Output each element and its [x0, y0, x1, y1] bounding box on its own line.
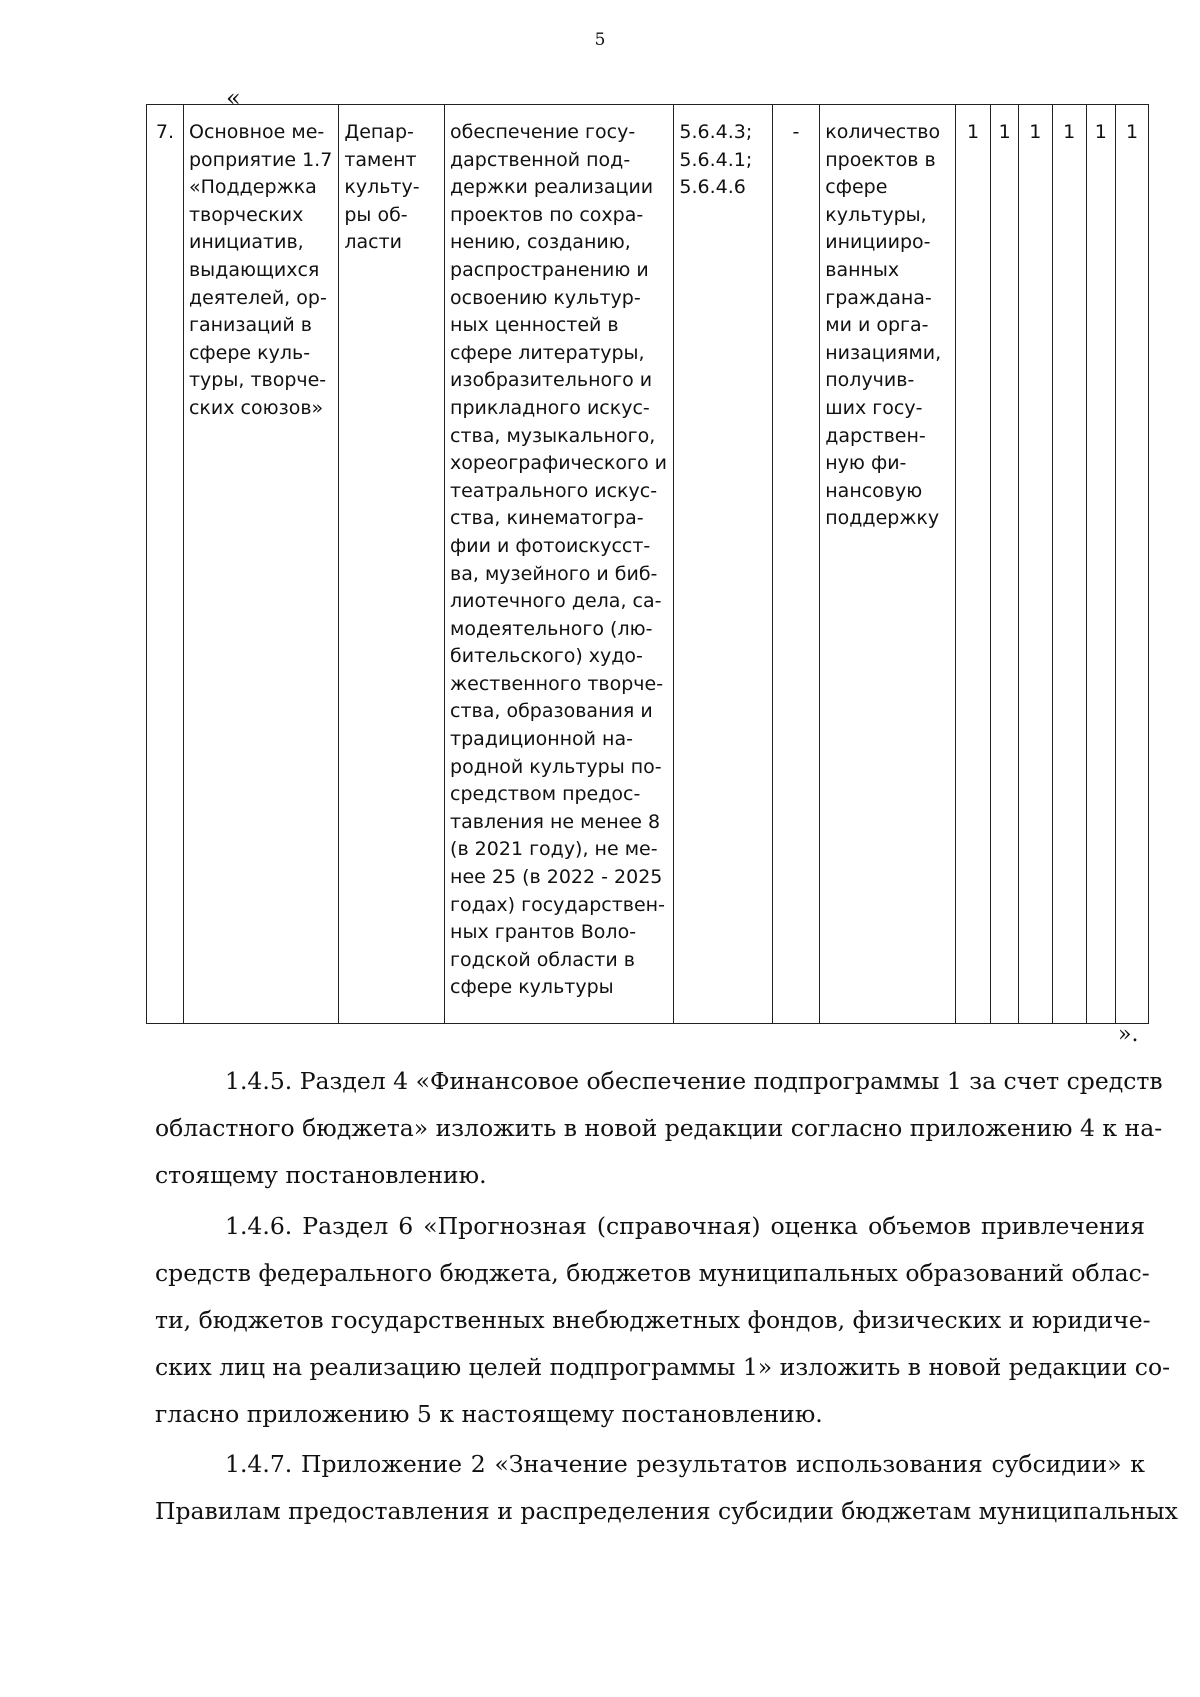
paragraph-line: средств федерального бюджета, бюджетов муниципальных образований облас-	[155, 1259, 1150, 1287]
cell-line: родной культуры по-	[450, 755, 662, 778]
cell-line: сфере куль-	[188, 341, 311, 364]
cell-line: ства, кинематогра-	[450, 507, 644, 530]
paragraph-1-4-7	[155, 1441, 1178, 1535]
cell-line: Основное ме-	[188, 121, 325, 143]
cell-line: прикладного искус-	[450, 396, 650, 419]
cell-line: нее 25 (в 2022 - 2025	[450, 866, 663, 889]
value-cell-3: 1	[1018, 105, 1052, 1024]
paragraph-line: ских лиц на реализацию целей подпрограммы 1» изложить в новой редакции со-	[155, 1353, 1171, 1381]
cell-line: нансовую	[825, 479, 923, 502]
cell-line: ванных	[825, 258, 900, 281]
cell-line: ры об-	[344, 203, 408, 226]
executor-cell	[339, 105, 445, 1024]
value-cell-5: 1	[1086, 105, 1116, 1024]
paragraph-1-4-6	[155, 1203, 1171, 1438]
table-open-quote: «	[226, 84, 241, 112]
cell-line: обеспечение госу-	[450, 121, 636, 143]
value-cell-6: 1	[1116, 105, 1149, 1024]
cell-line: проектов в	[825, 148, 936, 171]
cell-line: получив-	[825, 369, 915, 392]
paragraph-line: гласно приложению 5 к настоящему постановлению.	[155, 1400, 823, 1428]
cell-line: изобразительного и	[450, 369, 653, 392]
cell-line: дарствен-	[825, 424, 926, 447]
paragraph-line: стоящему постановлению.	[155, 1161, 487, 1189]
cell-line: театрального искус-	[450, 479, 658, 502]
cell-line: хореографического и	[450, 452, 668, 475]
cell-line: тамент	[344, 148, 417, 171]
cell-line: Депар-	[344, 121, 414, 143]
paragraph-line: 1.4.6. Раздел 6 «Прогнозная (справочная) оценка объемов привлечения	[225, 1212, 1145, 1240]
paragraph-1-4-5	[155, 1058, 1163, 1199]
paragraph-line: Правилам предоставления и распределения субсидии бюджетам муниципальных	[155, 1497, 1178, 1525]
cell-line: дарственной под-	[450, 148, 631, 171]
dash-cell: -	[772, 105, 820, 1024]
cell-line: ласти	[344, 231, 402, 254]
paragraph-line: областного бюджета» изложить в новой редакции согласно приложению 4 к на-	[155, 1114, 1163, 1142]
cell-line: сфере литературы,	[450, 341, 645, 364]
row-number-cell: 7.	[147, 105, 184, 1024]
cell-line: 5.6.4.3;	[679, 121, 753, 143]
paragraph-line: ти, бюджетов государственных внебюджетных фондов, физических и юридиче-	[155, 1306, 1151, 1334]
cell-line: держки реализации	[450, 176, 654, 199]
cell-line: распространению и	[450, 258, 649, 281]
cell-line: освоению культур-	[450, 286, 641, 309]
cell-line: сфере культуры	[450, 976, 614, 999]
paragraph-line: 1.4.7. Приложение 2 «Значение результатов использования субсидии» к	[225, 1450, 1145, 1478]
cell-line: инициатив,	[188, 231, 304, 254]
indicator-cell	[820, 105, 955, 1024]
paragraph-line: 1.4.5. Раздел 4 «Финансовое обеспечение подпрограммы 1 за счет средств	[225, 1067, 1163, 1095]
cell-line: выдающихся	[188, 258, 320, 281]
cell-line: ших госу-	[825, 396, 923, 419]
cell-line: средством предос-	[450, 783, 641, 806]
task-cell	[445, 105, 674, 1024]
cell-line: проектов по сохра-	[450, 203, 644, 226]
cell-line: культуры,	[825, 203, 927, 226]
page-number: 5	[594, 30, 606, 50]
value-cell-4: 1	[1052, 105, 1086, 1024]
cell-line: граждана-	[825, 286, 932, 309]
cell-line: бительского) худо-	[450, 645, 643, 668]
cell-line: ских союзов»	[188, 396, 324, 419]
table-row	[147, 105, 1149, 1024]
cell-line: количество	[825, 121, 941, 143]
cell-line: годах) государствен-	[450, 893, 665, 916]
cell-line: нению, созданию,	[450, 231, 631, 254]
codes-cell	[674, 105, 772, 1024]
cell-line: годской области в	[450, 948, 635, 971]
cell-line: (в 2021 году), не ме-	[450, 838, 658, 861]
value-cell-1: 1	[955, 105, 991, 1024]
cell-line: «Поддержка	[188, 176, 317, 199]
cell-line: ных ценностей в	[450, 314, 619, 337]
cell-line: 5.6.4.1;	[679, 148, 753, 171]
cell-line: традиционной на-	[450, 728, 633, 751]
cell-line: ганизаций в	[188, 314, 312, 337]
activity-table	[146, 104, 1149, 1024]
value-cell-2: 1	[991, 105, 1018, 1024]
cell-line: низациями,	[825, 341, 942, 364]
cell-line: творческих	[188, 203, 304, 226]
cell-line: 5.6.4.6	[679, 176, 746, 199]
cell-line: ную фи-	[825, 452, 907, 475]
cell-line: роприятие 1.7	[188, 148, 333, 171]
cell-line: ства, образования и	[450, 700, 653, 723]
cell-line: ва, музейного и биб-	[450, 562, 658, 585]
cell-line: ных грантов Воло-	[450, 921, 637, 944]
cell-line: культу-	[344, 176, 420, 199]
cell-line: фии и фотоискусст-	[450, 534, 651, 557]
cell-line: сфере	[825, 176, 888, 199]
activity-name-cell	[183, 105, 338, 1024]
cell-line: деятелей, ор-	[188, 286, 327, 309]
cell-line: тавления не менее 8	[450, 810, 661, 833]
cell-line: ми и орга-	[825, 314, 929, 337]
cell-line: жественного творче-	[450, 672, 664, 695]
cell-line: туры, творче-	[188, 369, 327, 392]
cell-line: ства, музыкального,	[450, 424, 656, 447]
table-close-quote: ».	[1118, 1022, 1139, 1047]
cell-line: иницииро-	[825, 231, 931, 254]
cell-line: поддержку	[825, 507, 940, 530]
cell-line: модеятельного (лю-	[450, 617, 653, 640]
cell-line: лиотечного дела, са-	[450, 590, 662, 613]
